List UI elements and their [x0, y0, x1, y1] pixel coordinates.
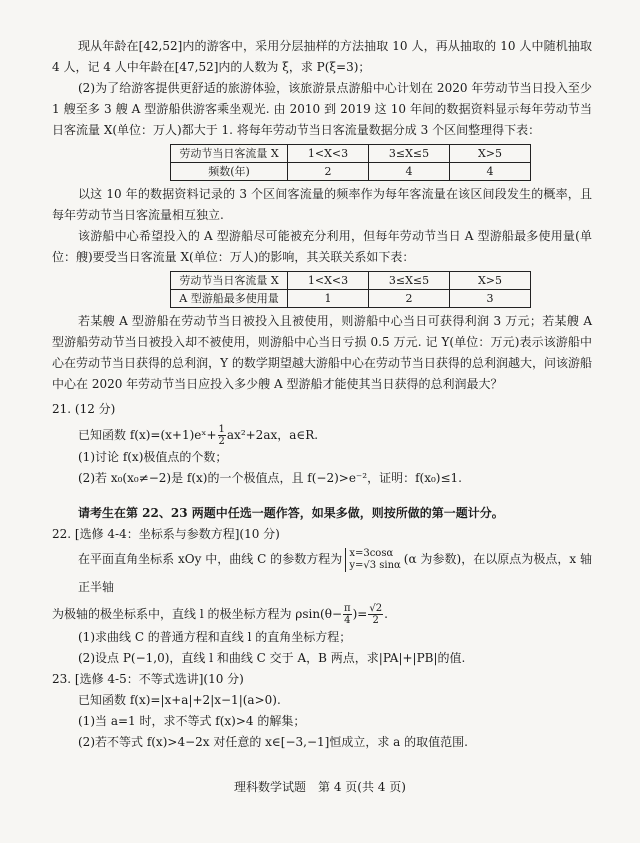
page-footer: 理科数学试题 第 4 页(共 4 页) [234, 780, 406, 794]
table2-col: 3≤X≤5 [369, 272, 450, 290]
half-fraction [218, 424, 226, 447]
q23-part2: (2)若不等式 f(x)>4−2x 对任意的 x∈[−3,−1]恒成立，求 a 的取值范围. [78, 735, 468, 749]
q22-line2 [52, 601, 592, 627]
q22-line1 [52, 545, 592, 601]
table2-col: 1<X<3 [288, 272, 369, 290]
traffic-frequency-table [170, 144, 531, 181]
q22-line1-pre: 在平面直角坐标系 xOy 中，曲线 C 的参数方程为 [78, 552, 343, 566]
q22-line2-mid: )= [352, 607, 368, 621]
table1-header: 劳动节当日客流量 X [171, 145, 288, 163]
frac-denominator: 2 [372, 615, 379, 626]
frac-denominator: 4 [344, 615, 351, 626]
table1-cell: 4 [450, 163, 531, 181]
intro-line: 现从年龄在[42,52]内的游客中，采用分层抽样的方法抽取 10 人，再从抽取的 10 人中随机抽取 4 人，记 4 人中年龄在[47,52]内的人数为 ξ，求 P(ξ=3)； [52, 39, 592, 74]
table1-row-label: 频数(年) [171, 163, 288, 181]
table2-cell: 3 [450, 290, 531, 308]
probability-paragraph: 以这 10 年的数据资料记录的 3 个区间客流量的频率作为每年客流量在该区间段发生的概率，且每年劳动节当日客流量相互独立. [52, 187, 592, 222]
part2-paragraph: (2)为了给游客提供更舒适的旅游体验，该旅游景点游船中心计划在 2020 年劳动节当日投入至少 1 艘至多 3 艘 A 型游船供游客乘坐观光. 由 2010 到 2019 这 10 年间的数据资料显示每年劳动节当日客流量 X(单位：万人)都大于 1. 将每年劳动节当日客流量数据分成 3 个区间整理得下表： [52, 81, 592, 137]
q22-line2-post: . [384, 607, 388, 621]
table2-col: X>5 [450, 272, 531, 290]
frac-numerator: 1 [218, 424, 225, 435]
pi-fraction [343, 603, 352, 626]
profit-paragraph: 若某艘 A 型游船在劳动节当日被投入且被使用，则游船中心当日可获得利润 3 万元；若某艘 A 型游船劳动节当日被投入却不被使用，则游船中心当日亏损 0.5 万元. 记 Y(单位：万元)表示该游船中心在劳动节当日获得的总利润，Y 的数学期望越大游船中心在劳动节当日获得的总利润越大，问该游船中心在 2020 年劳动节当日应投入多少艘 A 型游船才能使其当日获得的总利润最大？ [52, 314, 592, 391]
exam-page [52, 36, 592, 753]
frac-numerator: π [344, 603, 351, 614]
q23-title: 23. [选修 4-5：不等式选讲](10 分) [52, 672, 244, 686]
table2-cell: 2 [369, 290, 450, 308]
boat-usage-table [170, 271, 531, 308]
frac-numerator: √2 [369, 603, 383, 614]
q21-func-pre: 已知函数 f(x)=(x+1)eˣ+ [78, 428, 217, 442]
q23-function: 已知函数 f(x)=|x+a|+2|x−1|(a>0). [78, 693, 281, 707]
table2-header: 劳动节当日客流量 X [171, 272, 288, 290]
q22-part2: (2)设点 P(−1,0)，直线 l 和曲线 C 交于 A，B 两点，求|PA|+|PB|的值. [78, 651, 466, 665]
q21-title: 21. (12 分) [52, 402, 116, 416]
frac-denominator: 2 [218, 436, 225, 447]
table1-cell: 4 [369, 163, 450, 181]
optional-notice: 请考生在第 22、23 两题中任选一题作答，如果多做，则按所做的第一题计分。 [78, 506, 504, 520]
table1-col: 3≤X≤5 [369, 145, 450, 163]
table1-col: 1<X<3 [288, 145, 369, 163]
q21-function [52, 424, 592, 447]
q22-line1-post: (α 为参数)，在以原点为极点，x 轴正半轴 [78, 552, 592, 594]
q22-title: 22. [选修 4-4：坐标系与参数方程](10 分) [52, 527, 280, 541]
table1-cell: 2 [288, 163, 369, 181]
param-eq-x: x=3cosα [349, 547, 394, 559]
root-fraction [368, 603, 383, 626]
q21-part2: (2)若 x₀(x₀≠−2)是 f(x)的一个极值点，且 f(−2)>e⁻²，证明：f(x₀)≤1. [78, 471, 462, 485]
usage-paragraph: 该游船中心希望投入的 A 型游船尽可能被充分利用，但每年劳动节当日 A 型游船最多使用量(单位：艘)要受当日客流量 X(单位：万人)的影响，其关联关系如下表： [52, 229, 592, 264]
table1-col: X>5 [450, 145, 531, 163]
q22-line2-pre: 为极轴的极坐标系中，直线 l 的极坐标方程为 ρsin(θ− [52, 607, 343, 621]
q21-part1: (1)讨论 f(x)极值点的个数； [78, 450, 228, 464]
param-equations [345, 548, 400, 572]
table2-cell: 1 [288, 290, 369, 308]
q22-part1: (1)求曲线 C 的普通方程和直线 l 的直角坐标方程； [78, 630, 352, 644]
param-eq-y: y=√3 sinα [349, 559, 401, 571]
q21-func-post: ax²+2ax，a∈R. [226, 428, 319, 442]
q23-part1: (1)当 a=1 时，求不等式 f(x)>4 的解集； [78, 714, 306, 728]
table2-row-label: A 型游船最多使用量 [171, 290, 288, 308]
